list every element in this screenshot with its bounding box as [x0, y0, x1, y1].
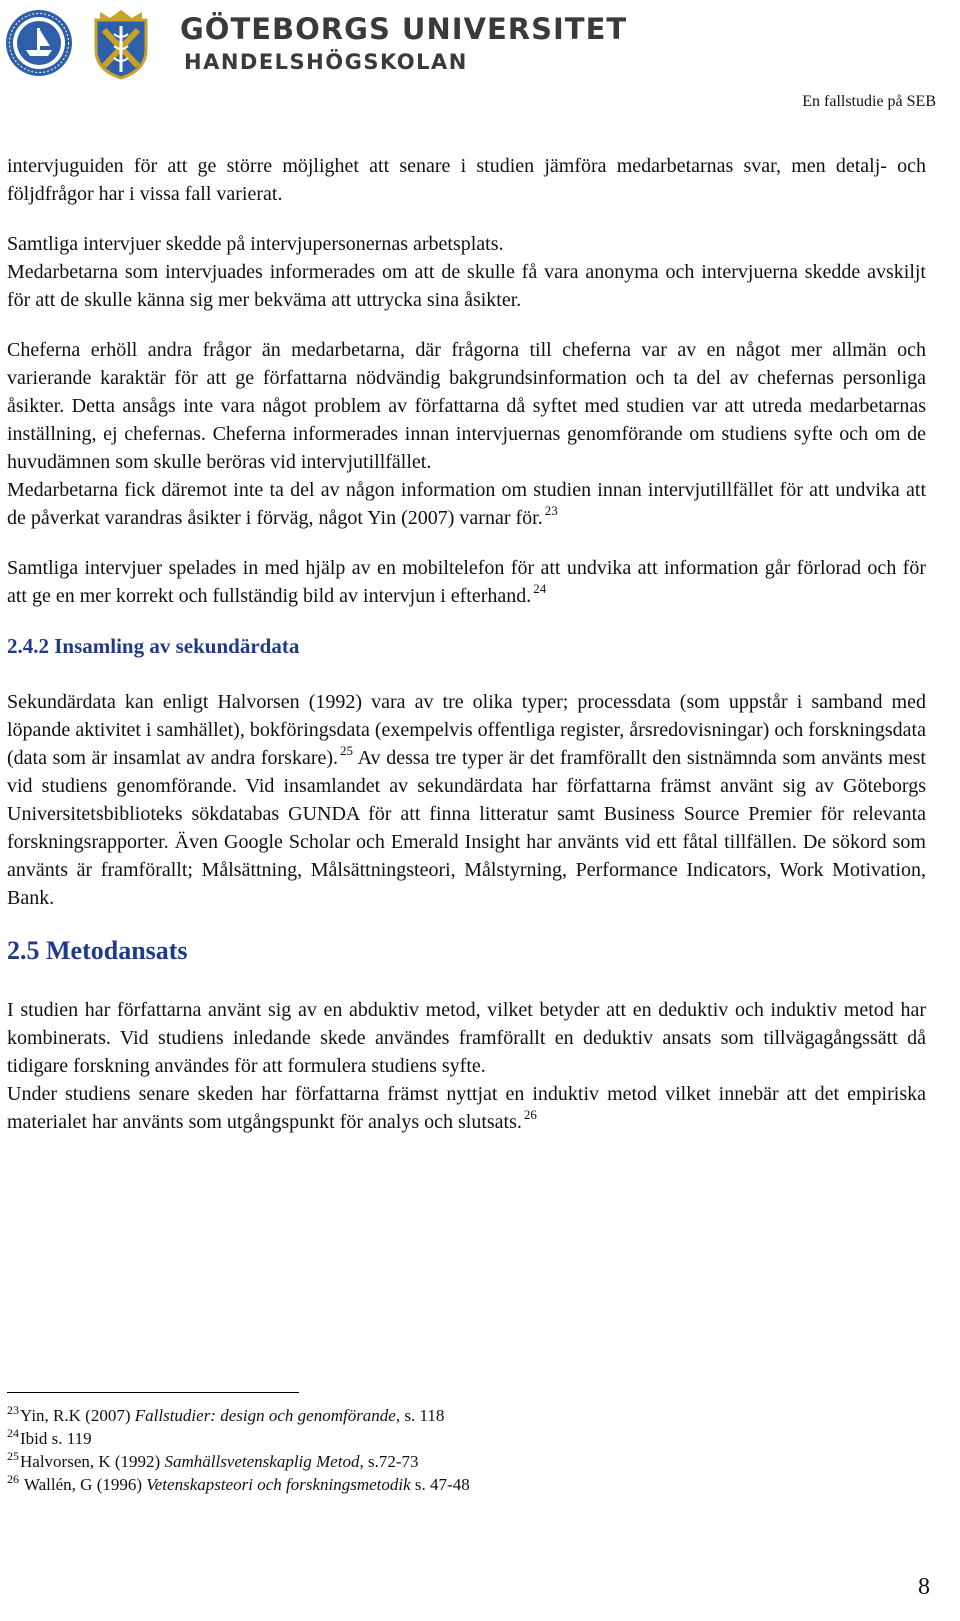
footnote [7, 1404, 926, 1427]
document-body [7, 152, 926, 1136]
footnote-number: 23 [7, 1403, 19, 1417]
running-title: En fallstudie på SEB [802, 93, 936, 110]
footnote-title: Vetenskapsteori och forskningsmetodik [146, 1475, 411, 1494]
footnote-title: Fallstudier: design och genomförande [134, 1406, 396, 1425]
paragraph [7, 1080, 926, 1136]
footnote-text: s.72-73 [363, 1452, 419, 1471]
paragraph: I studien har författarna använt sig av en abduktiv metod, vilket betyder att en deduktiv och induktiv metod har kombinerats. Vid studiens inledande skede användes framförallt en deduktiv ansats som tillvägagångssätt då tidigare forskning användes för att formulera studiens syfte. [7, 999, 926, 1077]
spacer [7, 968, 926, 996]
footnote-number: 25 [7, 1449, 19, 1463]
paragraph-text: Av dessa tre typer är det framförallt den sistnämnda som använts mest vid studiens genomförande. Vid insamlandet av sekundärdata har författarna främst använt sig av Göteborgs Universitetsbiblioteks sökdatabas GUNDA för att finna litteratur samt Business Source Premier för relevanta forskningsrapporter. Även Google Scholar och Emerald Insight har använts vid ett fåtal tillfällen. De sökord som använts är framförallt; Målsättning, Målsättningsteori, Målstyrning, Performance Indicators, Work Motivation, Bank. [7, 747, 926, 909]
spacer [7, 912, 926, 934]
footnotes [7, 1404, 926, 1496]
footnote [7, 1473, 926, 1496]
footnote-reference[interactable]: 25 [340, 743, 354, 758]
spacer [7, 208, 926, 230]
university-seal-logo [4, 6, 74, 80]
footnote-text: , s. 118 [395, 1406, 445, 1425]
school-name: HANDELSHÖGSKOLAN [184, 50, 468, 74]
footnote-text: Ibid s. 119 [20, 1429, 92, 1448]
spacer [7, 610, 926, 632]
footnote-text: s. 47-48 [410, 1475, 470, 1494]
footnote-text: Halvorsen, K (1992) [20, 1452, 165, 1471]
footnote-title: Samhällsvetenskaplig Metod, [164, 1452, 364, 1471]
paragraph-text: Medarbetarna fick däremot inte ta del av någon information om studien innan intervjutillfället för att undvika att de påverkat varandras åsikter i förväg, något Yin (2007) varnar för. [7, 479, 926, 529]
paragraph-text: Sekundärdata kan enligt Halvorsen (1992) vara av tre olika typer; processdata (som uppstår i samband med löpande aktivitet i samhället), bokföringsdata (exempelvis offentliga register, årsredovisningar) och forskningsdata (data som är insamlat av andra forskare). [7, 691, 926, 769]
paragraph: Cheferna erhöll andra frågor än medarbetarna, där frågorna till cheferna var av en något mer allmän och varierande karaktär för att ge författarna nödvändig bakgrundsinformation och ta del av chefernas personliga åsikter. Detta ansågs inte vara något problem av författarna då syftet med studien var att utreda medarbetarnas inställning, ej chefernas. Cheferna informerades innan intervjuernas genomförande om studiens syfte och om de huvudämnen som skulle beröras vid intervjutillfället. [7, 339, 926, 473]
footnote-number: 24 [7, 1426, 19, 1440]
spacer [7, 532, 926, 554]
spacer [7, 660, 926, 688]
footnote [7, 1450, 926, 1473]
paragraph-text: Under studiens senare skeden har författarna främst nyttjat en induktiv metod vilket innebär att det empiriska materialet har använts som utgångspunkt för analys och slutsats. [7, 1083, 926, 1133]
section-heading-2-5: 2.5 Metodansats [7, 936, 188, 965]
footnote-reference[interactable]: 23 [544, 503, 558, 518]
footnote-text: Wallén, G (1996) [20, 1475, 147, 1494]
section-heading-2-4-2: 2.4.2 Insamling av sekundärdata [7, 634, 300, 658]
page-header [0, 0, 960, 120]
footnote-text: Yin, R.K (2007) [20, 1406, 135, 1425]
paragraph: intervjuguiden för att ge större möjlighet att senare i studien jämföra medarbetarnas svar, men detalj- och följdfrågor har i vissa fall varierat. [7, 155, 926, 205]
footnote-reference[interactable]: 24 [533, 581, 547, 596]
paragraph [7, 476, 926, 532]
paragraph [7, 688, 926, 912]
paragraph: Samtliga intervjuer skedde på intervjupersonernas arbetsplats. [7, 233, 504, 255]
page-number: 8 [918, 1574, 930, 1600]
footnote-number: 26 [7, 1472, 19, 1486]
footnote-separator [7, 1392, 299, 1393]
footnote-reference[interactable]: 26 [523, 1107, 537, 1122]
school-crest-logo [86, 6, 156, 80]
university-name: GÖTEBORGS UNIVERSITET [180, 12, 628, 46]
paragraph: Medarbetarna som intervjuades informerades om att de skulle få vara anonyma och intervjuerna skedde avskiljt för att de skulle känna sig mer bekväma att uttrycka sina åsikter. [7, 261, 926, 311]
footnote [7, 1427, 926, 1450]
paragraph [7, 554, 926, 610]
spacer [7, 314, 926, 336]
paragraph-text: Samtliga intervjuer spelades in med hjälp av en mobiltelefon för att undvika att information går förlorad och för att ge en mer korrekt och fullständig bild av intervjun i efterhand. [7, 557, 926, 607]
